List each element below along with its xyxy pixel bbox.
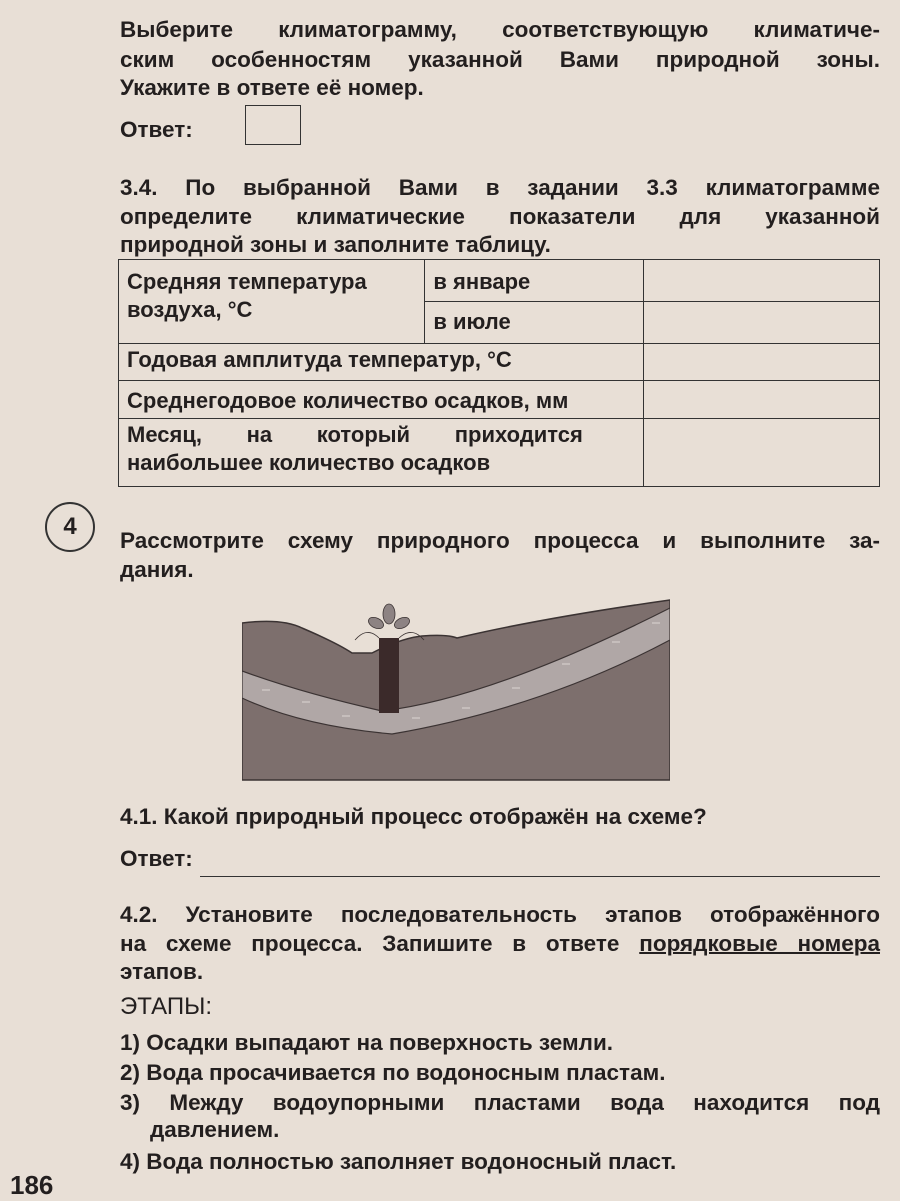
stage-item: 1) Осадки выпадают на поверхность земли. [120,1030,614,1055]
answer-line[interactable] [200,876,880,877]
answer-label: Ответ: [120,846,193,871]
table-cell-january-value[interactable] [643,260,879,302]
table-cell-precipitation-value[interactable] [643,381,879,419]
answer-label: Ответ: [120,117,193,142]
answer-box[interactable] [245,105,301,145]
task-text: Выберите климатограмму, соответствующую климатиче- [120,17,880,42]
stages-title: ЭТАПЫ: [120,993,213,1020]
stage-item: давлением. [150,1117,280,1142]
task-text: природной зоны и заполните таблицу. [120,232,551,257]
task-text: ским особенностям указанной Вами природной зоны. [120,47,880,72]
question-4-1: 4.1. Какой природный процесс отображён на схеме? [120,804,707,829]
task-text: Укажите в ответе её номер. [120,75,424,100]
task-text: 3.4. По выбранной Вами в задании 3.3 климатограмме [120,175,880,200]
artesian-well-diagram [242,598,670,782]
task-text: Рассмотрите схему природного процесса и выполните за- [120,528,880,553]
table-label-max-month: Месяц, на который приходится наибольшее количество осадков [119,419,644,487]
question-4-2: этапов. [120,959,204,984]
stage-item: 2) Вода просачивается по водоносным пластам. [120,1060,666,1085]
text: на схеме процесса. Запишите в ответе [120,931,640,956]
table-label-amplitude: Годовая амплитуда температур, °С [119,344,644,381]
table-cell-amplitude-value[interactable] [643,344,879,381]
table-label-july: в июле [425,302,643,344]
table-cell-july-value[interactable] [643,302,879,344]
stage-item: 3) Между водоупорными пластами вода находится под [120,1090,880,1115]
table-label-temperature: Средняя температура воздуха, °С [119,260,425,344]
task-text: определите климатические показатели для указанной [120,204,880,229]
table-label-january: в январе [425,260,643,302]
task-text: дания. [120,557,194,582]
task-number-badge: 4 [45,502,95,552]
question-4-2: 4.2. Установите последовательность этапов отображённого [120,902,880,927]
well-pipe [379,638,399,713]
climate-table [118,259,880,487]
emphasis: порядковые номера [639,931,880,956]
page-number: 186 [10,1170,54,1200]
table-cell-max-month-value[interactable] [643,419,879,487]
question-4-2 [120,930,880,958]
stage-item: 4) Вода полностью заполняет водоносный пласт. [120,1149,677,1174]
table-label-precipitation: Среднегодовое количество осадков, мм [119,381,644,419]
